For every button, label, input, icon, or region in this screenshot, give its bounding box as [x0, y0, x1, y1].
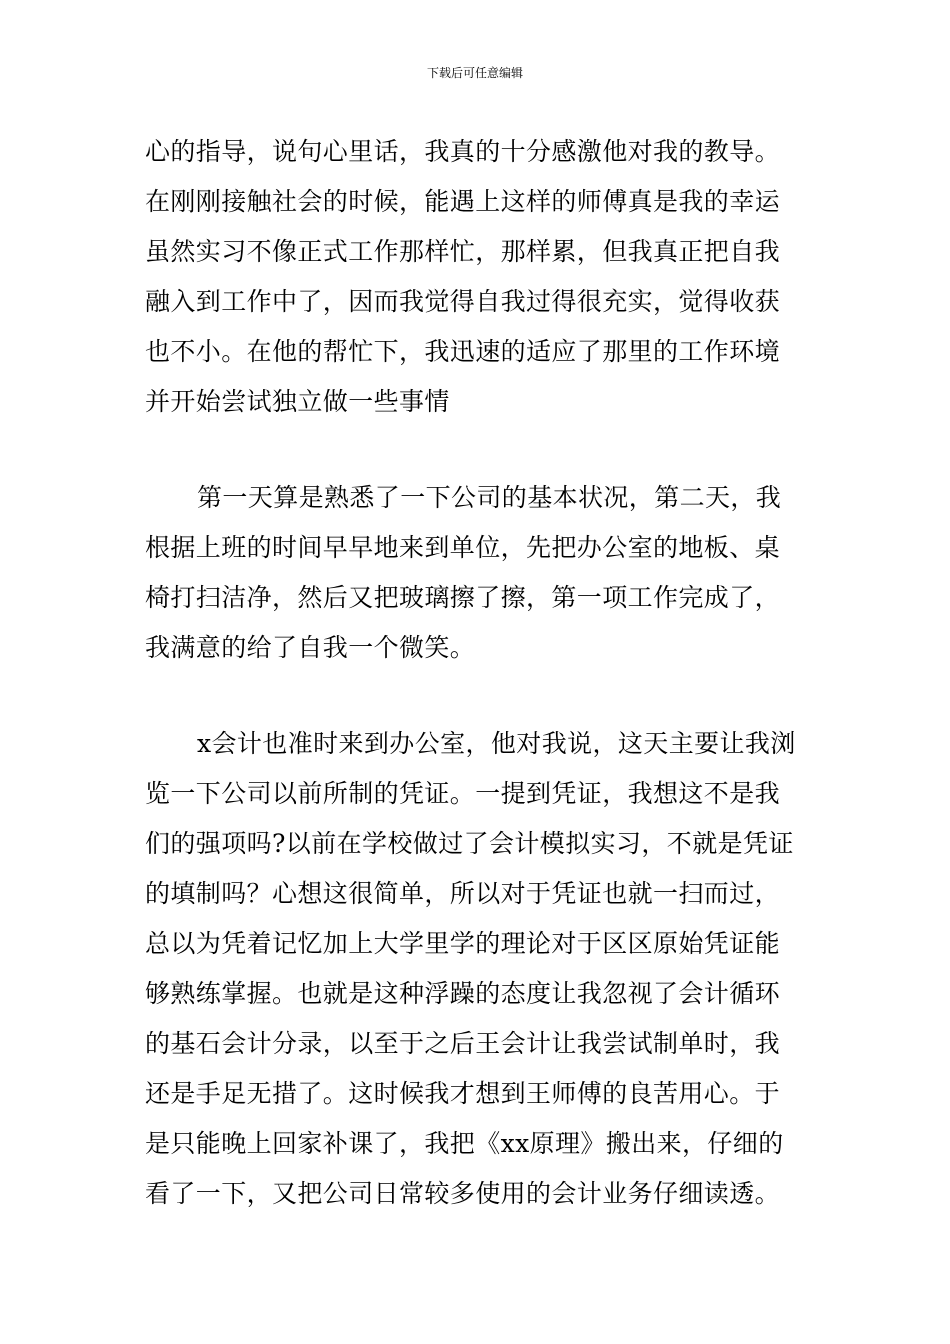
text-line: 是只能晚上回家补课了，我把《xx原理》搬出来，仔细的	[145, 1129, 784, 1158]
text-line: 第一天算是熟悉了一下公司的基本状况，第二天，我	[197, 483, 782, 512]
text-line: 看了一下，又把公司日常较多使用的会计业务仔细读透。	[145, 1179, 781, 1208]
paragraph-gap	[145, 673, 810, 719]
text-line: 览一下公司以前所制的凭证。一提到凭证，我想这不是我	[145, 779, 781, 808]
text-line: 心的指导，说句心里话，我真的十分感激他对我的教导。	[145, 137, 781, 166]
text-line: 融入到工作中了，因而我觉得自我过得很充实，觉得收获	[145, 287, 781, 316]
text-line: 的基石会计分录，以至于之后王会计让我尝试制单时，我	[145, 1029, 781, 1058]
text-line: 虽然实习不像正式工作那样忙，那样累，但我真正把自我	[145, 237, 781, 266]
text-line: x会计也准时来到办公室，他对我说，这天主要让我浏	[197, 729, 796, 758]
text-line: 椅打扫洁净，然后又把玻璃擦了擦，第一项工作完成了，	[145, 583, 781, 612]
text-line: 并开始尝试独立做一些事情	[145, 387, 450, 416]
text-line: 在刚刚接触社会的时候，能遇上这样的师傅真是我的幸运	[145, 187, 781, 216]
paragraph-3	[145, 719, 810, 1219]
text-line: 的填制吗？心想这很简单，所以对于凭证也就一扫而过，	[145, 879, 781, 908]
text-line: 我满意的给了自我一个微笑。	[145, 633, 476, 662]
text-line: 也不小。在他的帮忙下，我迅速的适应了那里的工作环境	[145, 337, 781, 366]
page-header: 下载后可任意编辑	[426, 66, 523, 80]
text-line: 还是手足无措了。这时候我才想到王师傅的良苦用心。于	[145, 1079, 781, 1108]
paragraph-2	[145, 473, 810, 673]
paragraph-gap	[145, 427, 810, 473]
text-line: 总以为凭着记忆加上大学里学的理论对于区区原始凭证能	[145, 929, 781, 958]
document-body	[145, 127, 810, 1219]
text-line: 根据上班的时间早早地来到单位，先把办公室的地板、桌	[145, 533, 781, 562]
text-line: 够熟练掌握。也就是这种浮躁的态度让我忽视了会计循环	[145, 979, 781, 1008]
paragraph-1	[145, 127, 810, 427]
text-line: 们的强项吗?以前在学校做过了会计模拟实习，不就是凭证	[145, 829, 794, 858]
